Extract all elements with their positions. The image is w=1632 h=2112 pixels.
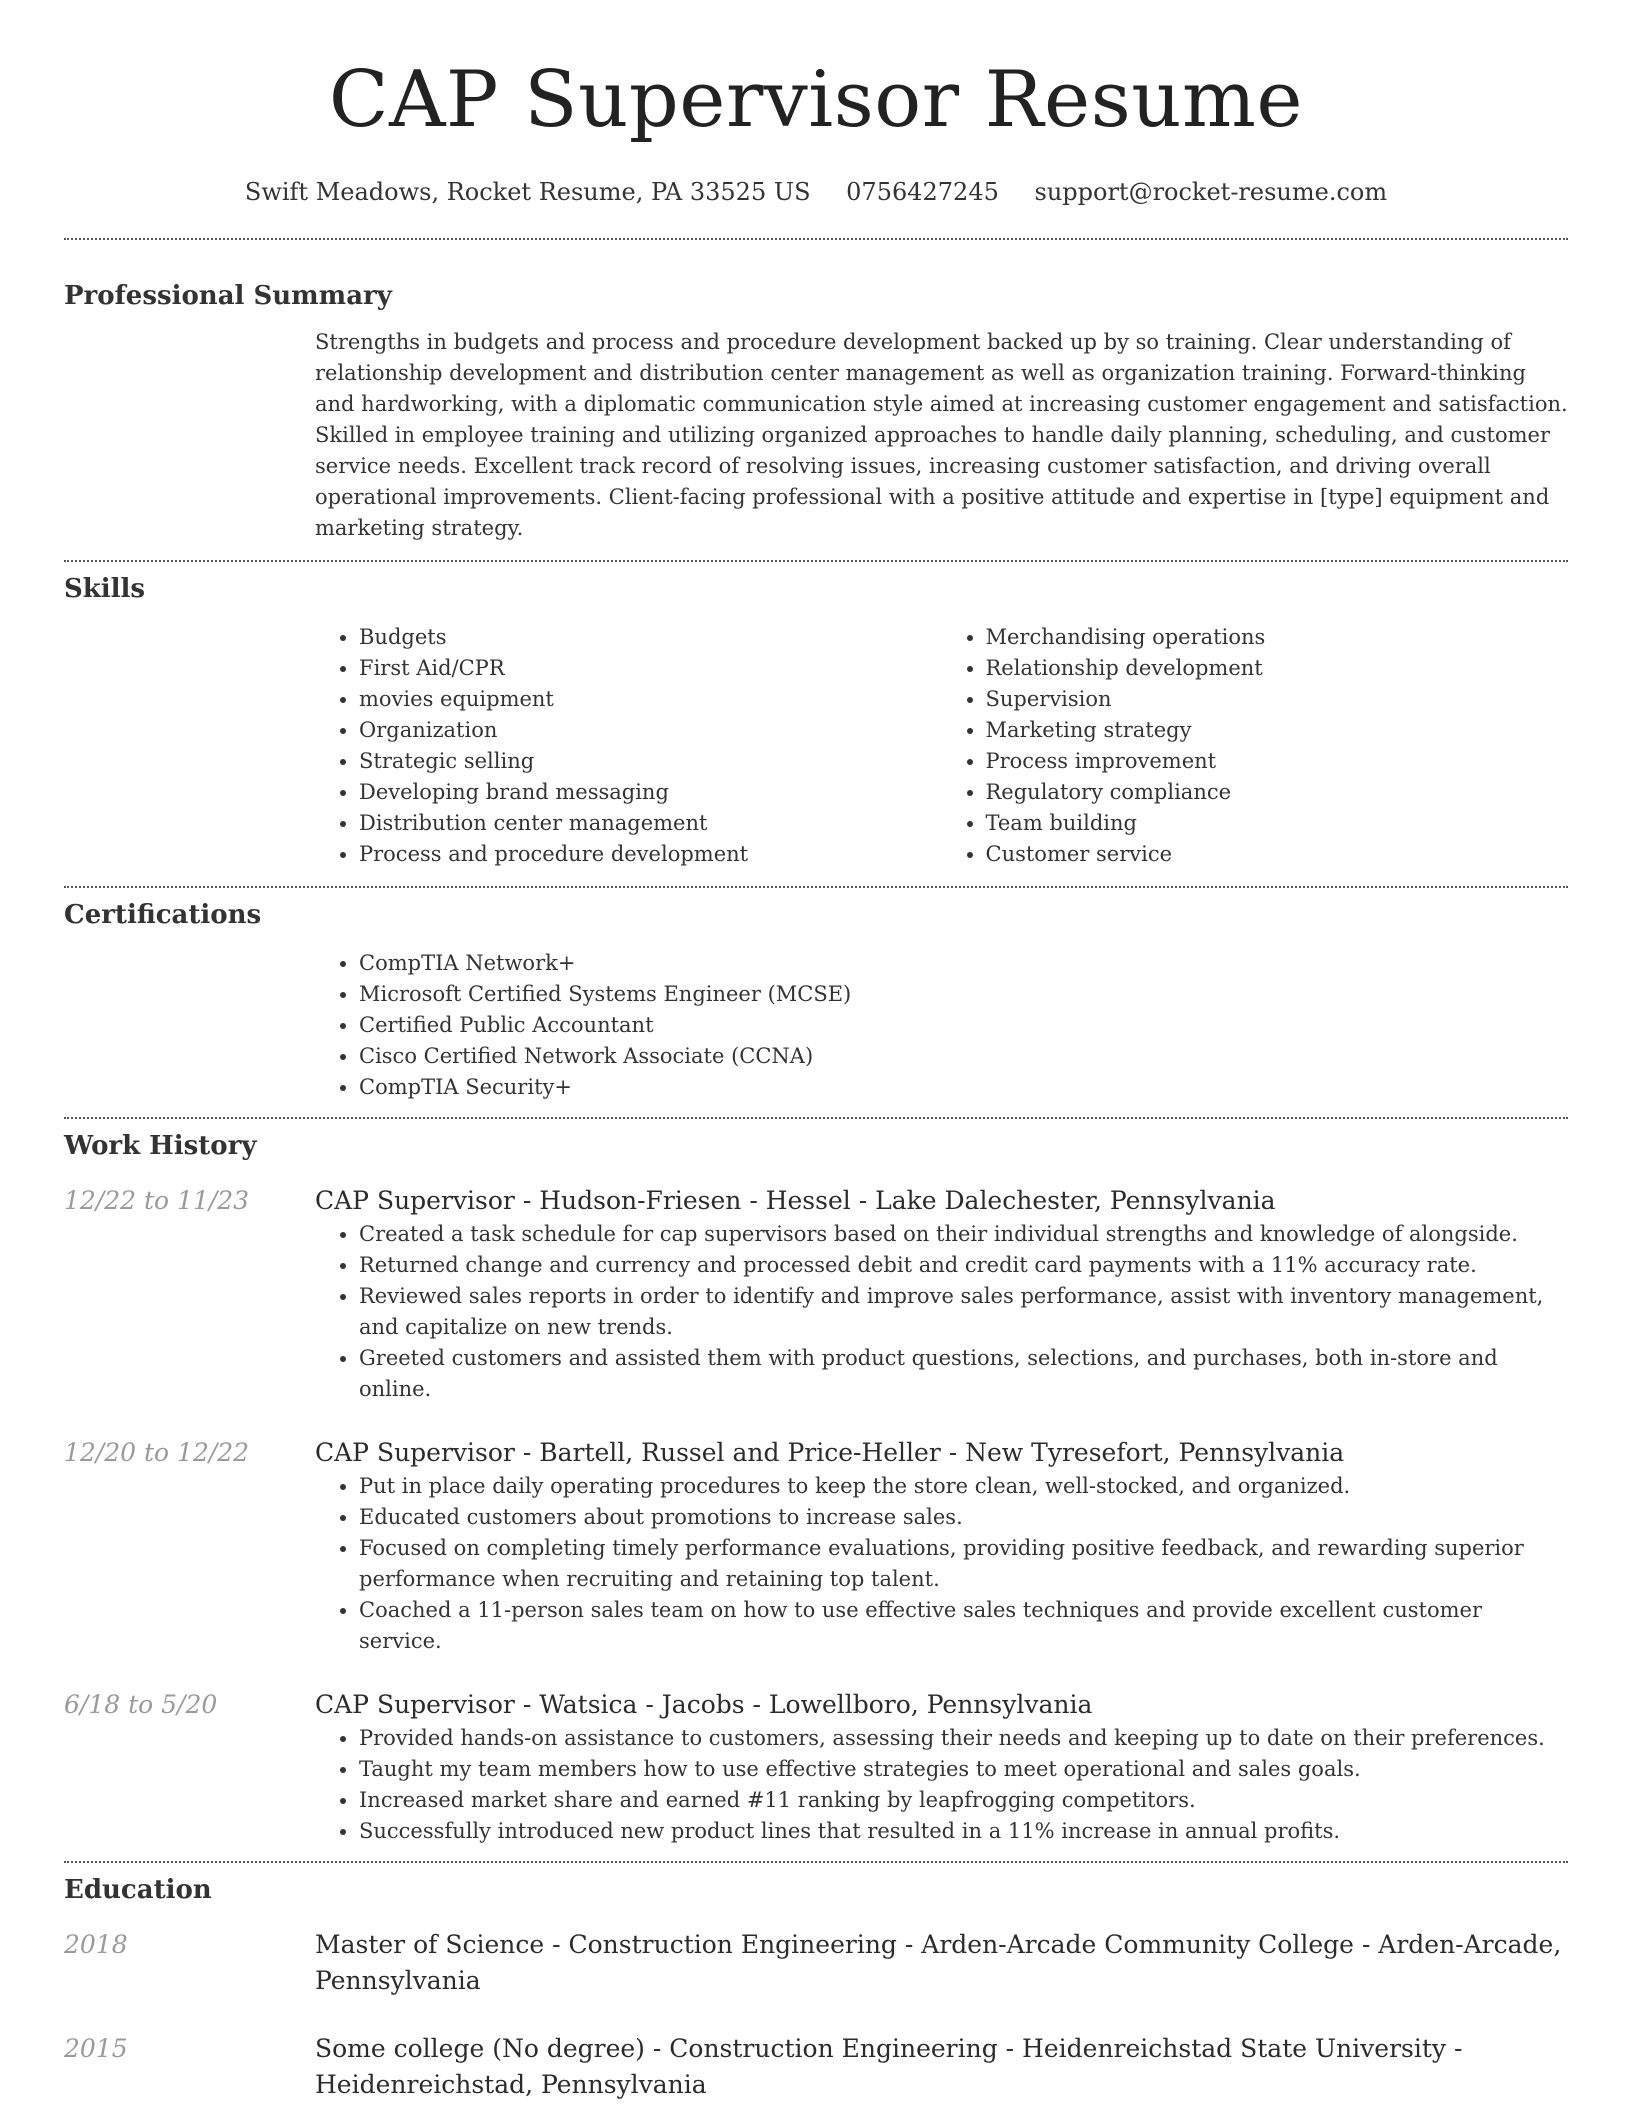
section-title-certifications: Certifications — [64, 900, 262, 930]
skill-item: • Process and procedure development — [359, 839, 942, 870]
job-bullet: • Coached a 11-person sales team on how to use effective sales techniques and provide excellent customer service. — [359, 1595, 1568, 1657]
education-body — [315, 1927, 1568, 1999]
skill-item: • Marketing strategy — [986, 715, 1569, 746]
job-title: CAP Supervisor - Watsica - Jacobs - Lowellboro, Pennsylvania — [315, 1690, 1093, 1719]
job-entry — [64, 1435, 1568, 1657]
certification-item: • CompTIA Security+ — [359, 1072, 1568, 1103]
skills-list-left — [315, 622, 942, 870]
section-title-work-history: Work History — [64, 1131, 257, 1161]
education-year: 2018 — [64, 1930, 128, 1959]
skill-item: • Merchandising operations — [986, 622, 1569, 653]
education-title: Master of Science - Construction Engineering - Arden-Arcade Community College - Arden-Arcade, Pennsylvania — [315, 1930, 1562, 1995]
education-year: 2015 — [64, 2034, 128, 2063]
job-entry — [64, 1687, 1568, 1847]
job-body — [315, 1183, 1568, 1405]
certifications-list — [315, 948, 1568, 1103]
education-entry — [64, 2031, 1568, 2103]
skill-item: • Strategic selling — [359, 746, 942, 777]
section-divider — [64, 1861, 1568, 1863]
contact-phone: 0756427245 — [846, 178, 999, 206]
certification-item: • Microsoft Certified Systems Engineer (MCSE) — [359, 979, 1568, 1010]
summary-block — [315, 327, 1568, 544]
skill-item: • Process improvement — [986, 746, 1569, 777]
skill-item: • Developing brand messaging — [359, 777, 942, 808]
job-title: CAP Supervisor - Hudson-Friesen - Hessel - Lake Dalechester, Pennsylvania — [315, 1186, 1276, 1215]
job-bullet: • Focused on completing timely performance evaluations, providing positive feedback, and rewarding superior performance when recruiting and retaining top talent. — [359, 1533, 1568, 1595]
skill-item: • Customer service — [986, 839, 1569, 870]
certification-item: • Certified Public Accountant — [359, 1010, 1568, 1041]
section-divider — [64, 238, 1568, 240]
job-bullet: • Educated customers about promotions to increase sales. — [359, 1502, 1568, 1533]
job-entry — [64, 1183, 1568, 1405]
skill-item: • Relationship development — [986, 653, 1569, 684]
job-bullet: • Provided hands-on assistance to customers, assessing their needs and keeping up to date on their preferences. — [359, 1723, 1568, 1754]
summary-text: Strengths in budgets and process and procedure development backed up by so training. Clear understanding of relationship development and distribution center management as well as organization training. Forward-thinking and hardworking, with a diplomatic communication style aimed at increasing customer engagement and satisfaction. Skilled in employee training and utilizing organized approaches to handle daily planning, scheduling, and customer service needs. Excellent track record of resolving issues, increasing customer satisfaction, and driving overall operational improvements. Client-facing professional with a positive attitude and expertise in [type] equipment and marketing strategy. — [315, 330, 1568, 540]
resume-title: CAP Supervisor Resume — [328, 55, 1304, 145]
job-bullet: • Successfully introduced new product lines that resulted in a 11% increase in annual profits. — [359, 1816, 1568, 1847]
job-dates: 6/18 to 5/20 — [64, 1690, 218, 1719]
section-divider — [64, 560, 1568, 562]
job-body — [315, 1435, 1568, 1657]
job-bullet: • Increased market share and earned #11 ranking by leapfrogging competitors. — [359, 1785, 1568, 1816]
job-bullets — [315, 1219, 1568, 1405]
education-body — [315, 2031, 1568, 2103]
job-dates: 12/22 to 11/23 — [64, 1186, 250, 1215]
contact-address: Swift Meadows, Rocket Resume, PA 33525 US — [244, 178, 811, 206]
job-bullet: • Created a task schedule for cap supervisors based on their individual strengths and knowledge of alongside. — [359, 1219, 1568, 1250]
education-title: Some college (No degree) - Construction Engineering - Heidenreichstad State University - Heidenreichstad, Pennsylvania — [315, 2034, 1463, 2099]
skill-item: • Organization — [359, 715, 942, 746]
section-divider — [64, 1117, 1568, 1119]
contact-email: support@rocket-resume.com — [1034, 178, 1388, 206]
contact-line — [64, 176, 1568, 208]
skill-item: • Budgets — [359, 622, 942, 653]
job-bullet: • Returned change and currency and processed debit and credit card payments with a 11% accuracy rate. — [359, 1250, 1568, 1281]
job-bullet: • Reviewed sales reports in order to identify and improve sales performance, assist with inventory management, and capitalize on new trends. — [359, 1281, 1568, 1343]
section-divider — [64, 886, 1568, 888]
job-title: CAP Supervisor - Bartell, Russel and Price-Heller - New Tyresefort, Pennsylvania — [315, 1438, 1345, 1467]
skills-list-right — [942, 622, 1569, 870]
certification-item: • Cisco Certified Network Associate (CCNA) — [359, 1041, 1568, 1072]
job-bullets — [315, 1471, 1568, 1657]
skill-item: • Supervision — [986, 684, 1569, 715]
education-entry — [64, 1927, 1568, 1999]
section-title-skills: Skills — [64, 574, 146, 604]
job-dates: 12/20 to 12/22 — [64, 1438, 250, 1467]
certifications-block — [315, 948, 1568, 1103]
skill-item: • movies equipment — [359, 684, 942, 715]
skill-item: • Distribution center management — [359, 808, 942, 839]
job-bullet: • Greeted customers and assisted them with product questions, selections, and purchases, both in-store and online. — [359, 1343, 1568, 1405]
job-bullet: • Put in place daily operating procedures to keep the store clean, well-stocked, and organized. — [359, 1471, 1568, 1502]
section-title-education: Education — [64, 1875, 212, 1905]
job-body — [315, 1687, 1568, 1847]
skill-item: • Team building — [986, 808, 1569, 839]
section-title-summary: Professional Summary — [64, 281, 392, 311]
skill-item: • First Aid/CPR — [359, 653, 942, 684]
job-bullet: • Taught my team members how to use effective strategies to meet operational and sales goals. — [359, 1754, 1568, 1785]
skill-item: • Regulatory compliance — [986, 777, 1569, 808]
skills-grid — [315, 622, 1568, 870]
job-bullets — [315, 1723, 1568, 1847]
certification-item: • CompTIA Network+ — [359, 948, 1568, 979]
